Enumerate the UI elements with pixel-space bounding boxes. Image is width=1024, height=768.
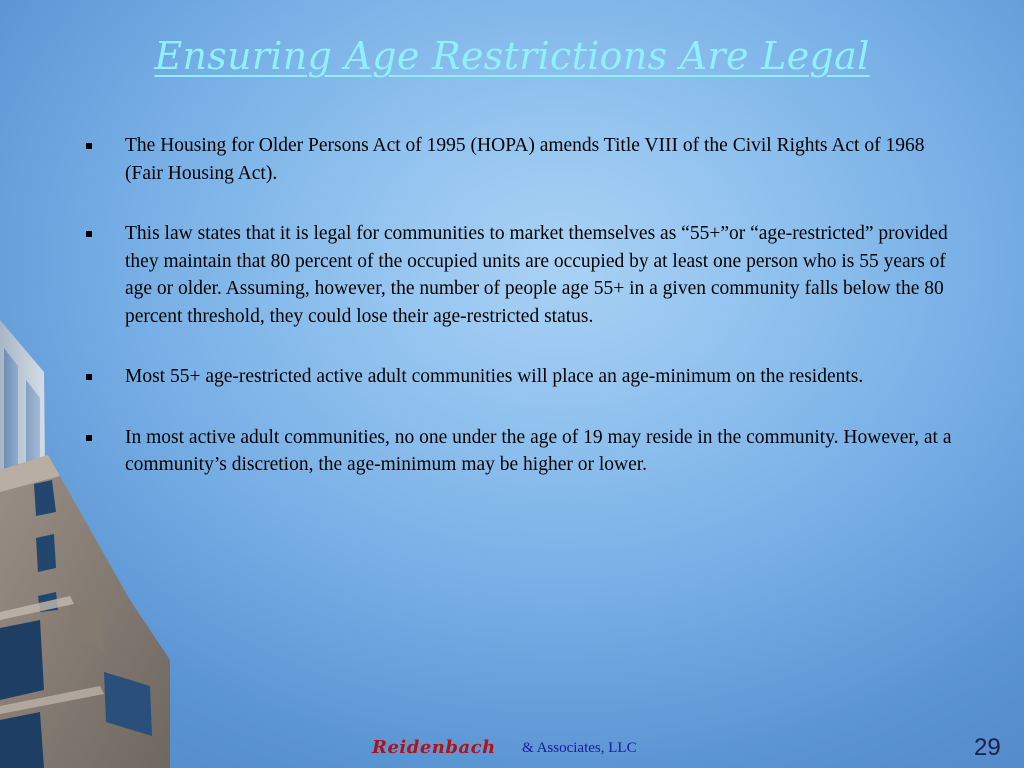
bullet-item bbox=[86, 132, 952, 187]
slide-title: Ensuring Age Restrictions Are Legal bbox=[154, 34, 870, 78]
bullet-text: The Housing for Older Persons Act of 1995 (HOPA) amends Title VIII of the Civil Rights Act of 1968 (Fair Housing Act). bbox=[125, 135, 925, 184]
page-number: 29 bbox=[974, 734, 1001, 761]
bullet-item bbox=[86, 363, 952, 391]
square-bullet-icon bbox=[86, 143, 92, 149]
bullet-item bbox=[86, 424, 952, 479]
bullet-text: In most active adult communities, no one under the age of 19 may reside in the community. However, at a community’s discretion, the age-minimum may be higher or lower. bbox=[125, 426, 952, 475]
company-brand-name: Reidenbach bbox=[372, 737, 496, 758]
bullet-text: This law states that it is legal for communities to market themselves as “55+”or “age-restricted” provided they maintain that 80 percent of the occupied units are occupied by at least one person who is 55 years of age or older. Assuming, however, the number of people age 55+ in a given community falls below the 80 percent threshold, they could lose their age-restricted status. bbox=[125, 223, 948, 327]
bullet-text: Most 55+ age-restricted active adult communities will place an age-minimum on the residents. bbox=[125, 366, 864, 387]
company-name-suffix: & Associates, LLC bbox=[522, 740, 637, 756]
square-bullet-icon bbox=[86, 231, 92, 237]
bullet-item bbox=[86, 220, 952, 330]
square-bullet-icon bbox=[86, 435, 92, 441]
bullet-list bbox=[86, 132, 952, 512]
square-bullet-icon bbox=[86, 374, 92, 380]
